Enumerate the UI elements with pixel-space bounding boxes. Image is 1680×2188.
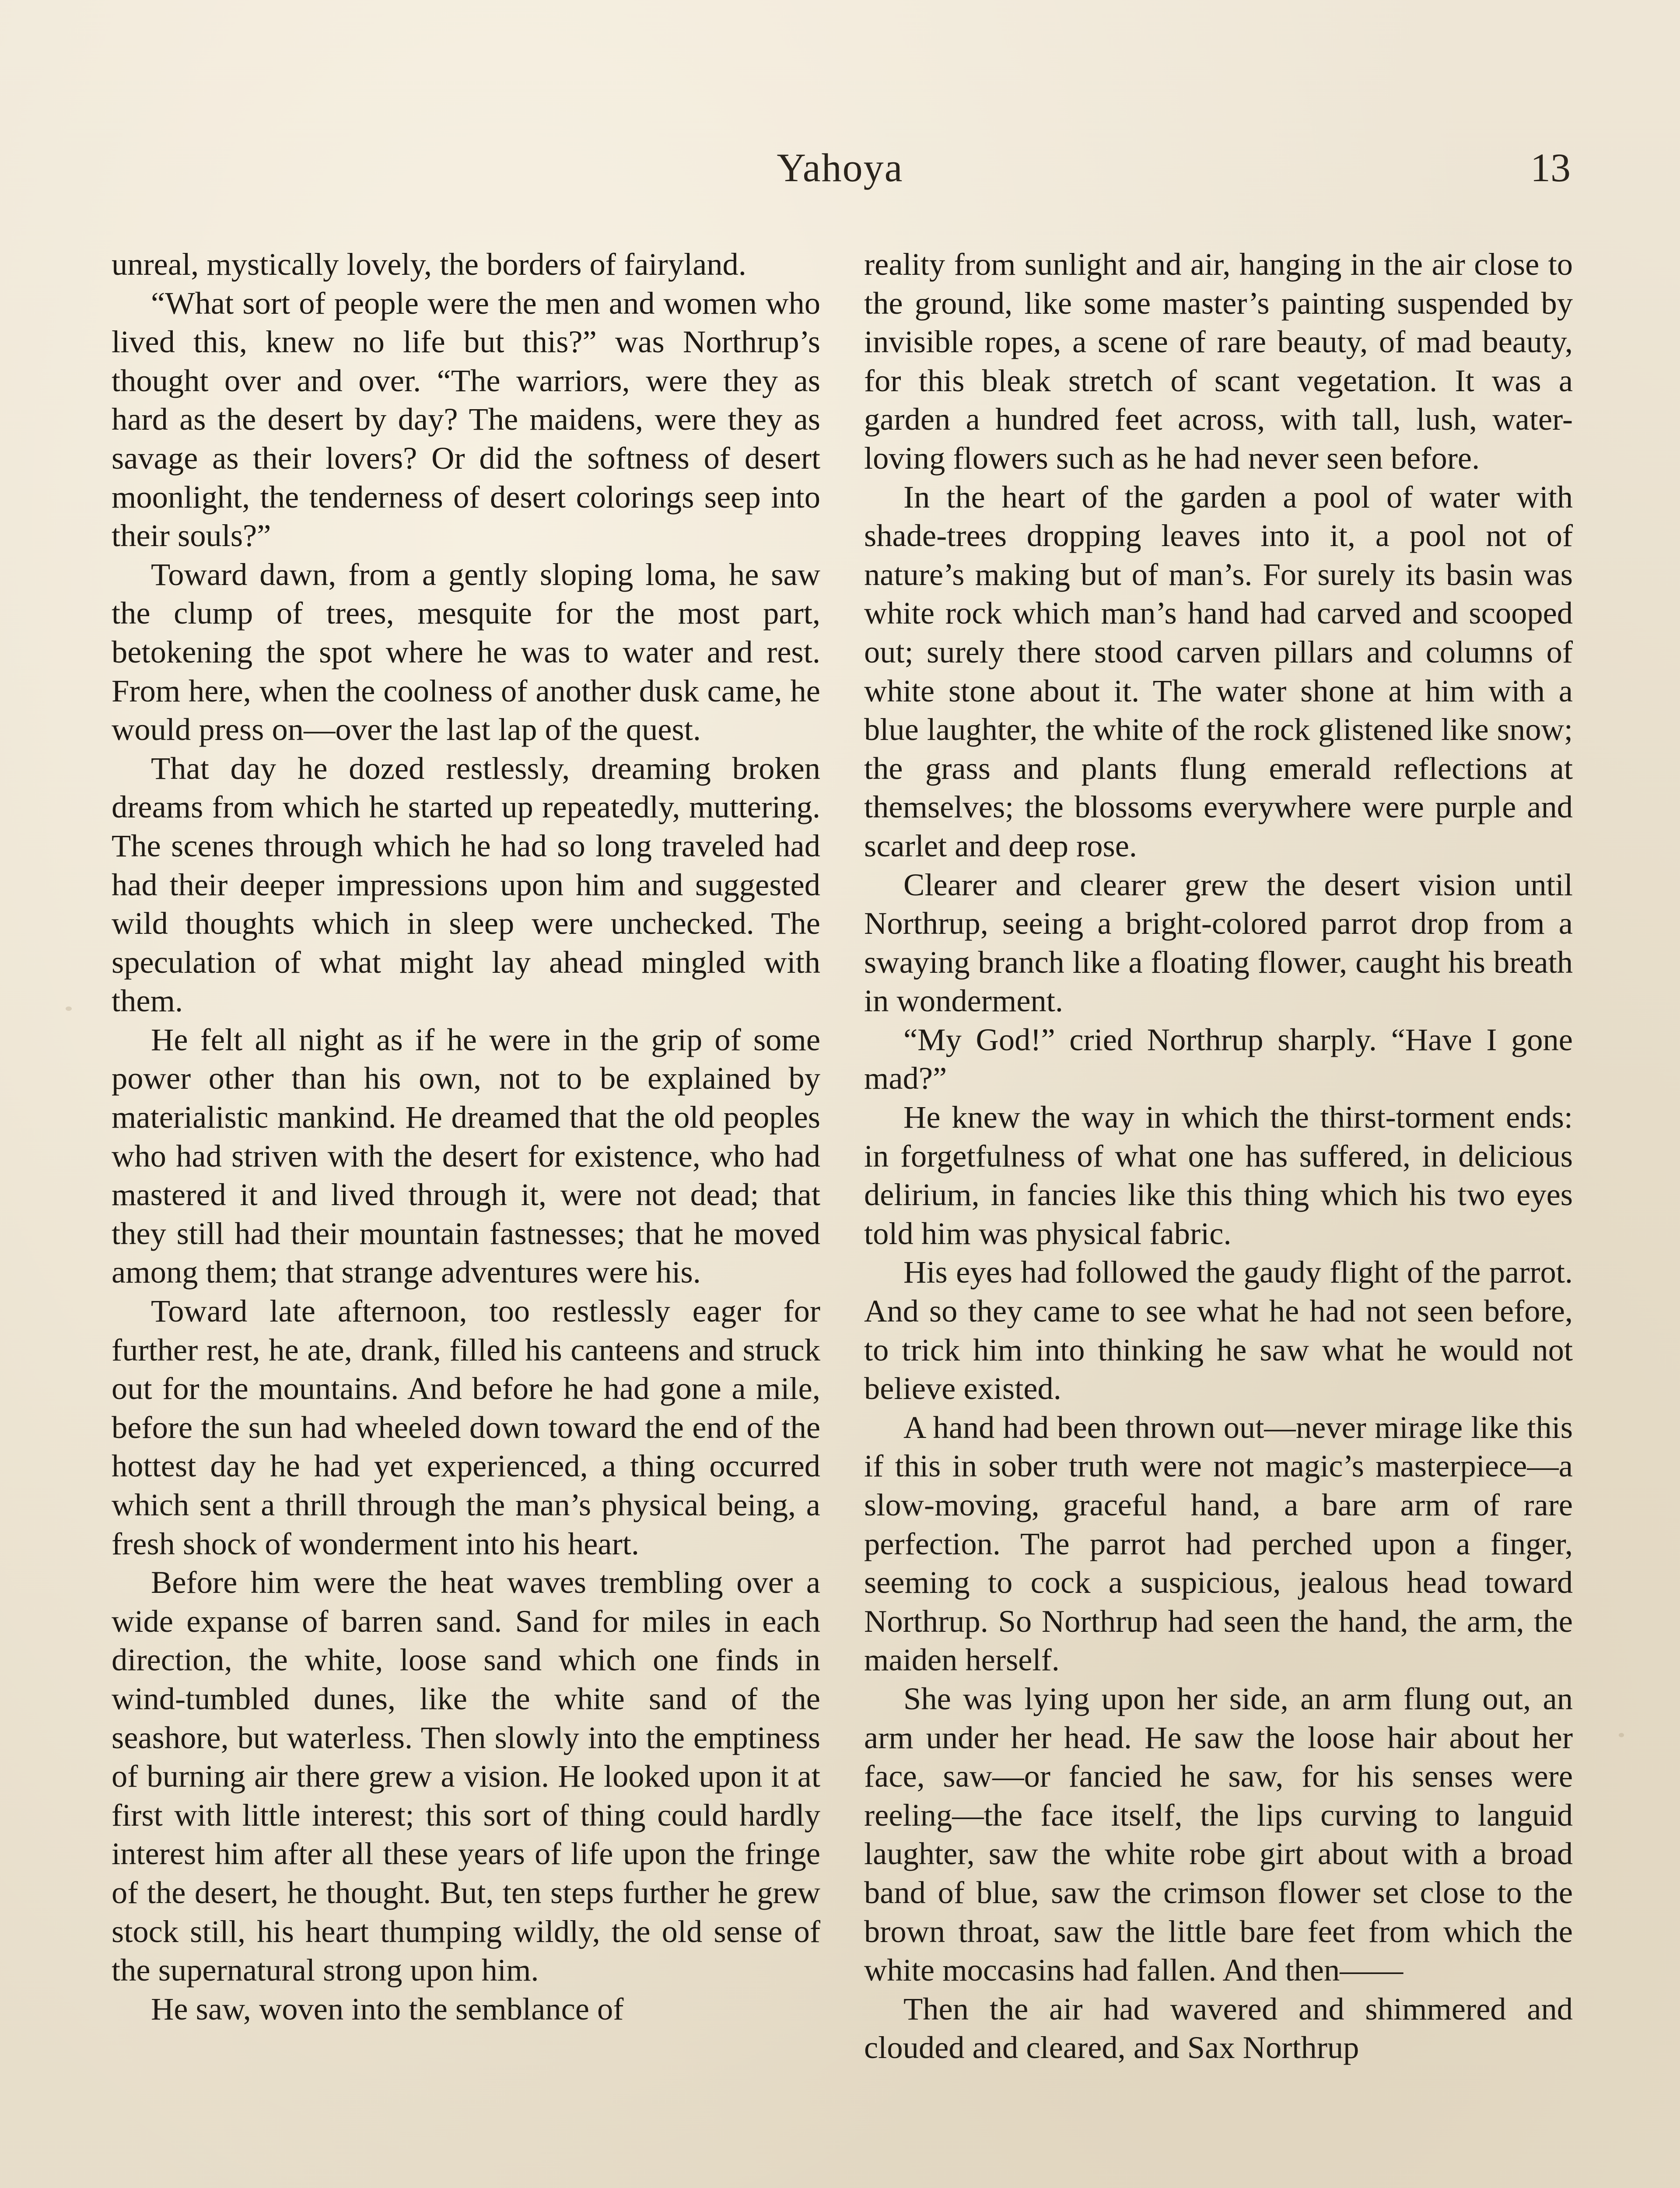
- paragraph: In the heart of the garden a pool of water with shade-trees dropping leaves into it, a pool not of nature’s making but of man’s. For surely its basin was white rock which man’s hand had carved and scooped out; surely there stood carven pillars and columns of white stone about it. The water shone at him with a blue laughter, the white of the rock glistened like snow; the grass and plants flung emerald reflections at themselves; the blossoms everywhere were purple and scarlet and deep rose.: [864, 479, 1573, 863]
- running-title: Yahoya: [777, 145, 903, 190]
- paragraph: reality from sunlight and air, hanging in the air close to the ground, like some master’s painting suspended by invisible ropes, a scene of rare beauty, of mad beauty, for this bleak stretch of scant vegetation. It was a garden a hundred feet across, with tall, lush, water-loving flowers such as he had never seen before.: [864, 246, 1573, 476]
- paragraph: His eyes had followed the gaudy flight of the parrot. And so they came to see what he had not seen before, to trick him into thinking he saw what he would not believe existed.: [864, 1254, 1573, 1406]
- left-column: [112, 245, 820, 2028]
- paragraph: Then the air had wavered and shimmered and clouded and cleared, and Sax Northrup: [864, 1991, 1573, 2065]
- paragraph: He knew the way in which the thirst-torment ends: in forgetfulness of what one has suffered, in delicious delirium, in fancies like this thing which his two eyes told him was physical fabric.: [864, 1099, 1573, 1251]
- paper-speck: [1619, 1733, 1624, 1737]
- paragraph: Before him were the heat waves trembling over a wide expanse of barren sand. Sand for miles in each direction, the white, loose sand which one finds in wind-tumbled dunes, like the white sand of the seashore, but waterless. Then slowly into the emptiness of burning air there grew a vision. He looked upon it at first with little interest; this sort of thing could hardly interest him after all these years of life upon the fringe of the desert, he thought. But, ten steps further he grew stock still, his heart thumping wildly, the old sense of the supernatural strong upon him.: [112, 1564, 820, 1988]
- paragraph: A hand had been thrown out—never mirage like this if this in sober truth were not magic’s masterpiece—a slow-moving, graceful hand, a bare arm of rare perfection. The parrot had perched upon a finger, seeming to cock a suspicious, jealous head toward Northrup. So Northrup had seen the hand, the arm, the maiden herself.: [864, 1409, 1573, 1678]
- paragraph: Clearer and clearer grew the desert vision until Northrup, seeing a bright-colored parrot drop from a swaying branch like a floating flower, caught his breath in wonderment.: [864, 866, 1573, 1019]
- paragraph: He saw, woven into the semblance of: [151, 1991, 624, 2027]
- paragraph: unreal, mystically lovely, the borders of fairyland.: [112, 246, 746, 282]
- right-column: [864, 245, 1573, 2067]
- paragraph: That day he dozed restlessly, dreaming broken dreams from which he started up repeatedly, muttering. The scenes through which he had so long traveled had had their deeper impressions upon him and suggested wild thoughts which in sleep were unchecked. The speculation of what might lay ahead mingled with them.: [112, 750, 820, 1019]
- page-number: 13: [1530, 145, 1571, 190]
- running-head: [0, 144, 1680, 197]
- paragraph: “What sort of people were the men and women who lived this, knew no life but this?” was Northrup’s thought over and over. “The warriors, were they as hard as the desert by day? The maidens, were they as savage as their lovers? Or did the softness of desert moonlight, the tenderness of desert colorings seep into their souls?”: [112, 285, 820, 554]
- paragraph: Toward late afternoon, too restlessly eager for further rest, he ate, drank, filled his canteens and struck out for the mountains. And before he had gone a mile, before the sun had wheeled down toward the end of the hottest day he had yet experienced, a thing occurred which sent a thrill through the man’s physical being, a fresh shock of wonderment into his heart.: [112, 1293, 820, 1561]
- paragraph: She was lying upon her side, an arm flung out, an arm under her head. He saw the loose hair about her face, saw—or fancied he saw, for his senses were reeling—the face itself, the lips curving to languid laughter, saw the white robe girt about with a broad band of blue, saw the crimson flower set close to the brown throat, saw the little bare feet from which the white moccasins had fallen. And then——: [864, 1680, 1573, 1988]
- paper-speck: [66, 1006, 72, 1011]
- paragraph: “My God!” cried Northrup sharply. “Have I gone mad?”: [864, 1021, 1573, 1096]
- paragraph: Toward dawn, from a gently sloping loma, he saw the clump of trees, mesquite for the most part, betokening the spot where he was to water and rest. From here, when the coolness of another dusk came, he would press on—over the last lap of the quest.: [112, 556, 820, 747]
- paragraph: He felt all night as if he were in the grip of some power other than his own, not to be explained by materialistic mankind. He dreamed that the old peoples who had striven with the desert for existence, who had mastered it and lived through it, were not dead; that they still had their mountain fastnesses; that he moved among them; that strange adventures were his.: [112, 1021, 820, 1290]
